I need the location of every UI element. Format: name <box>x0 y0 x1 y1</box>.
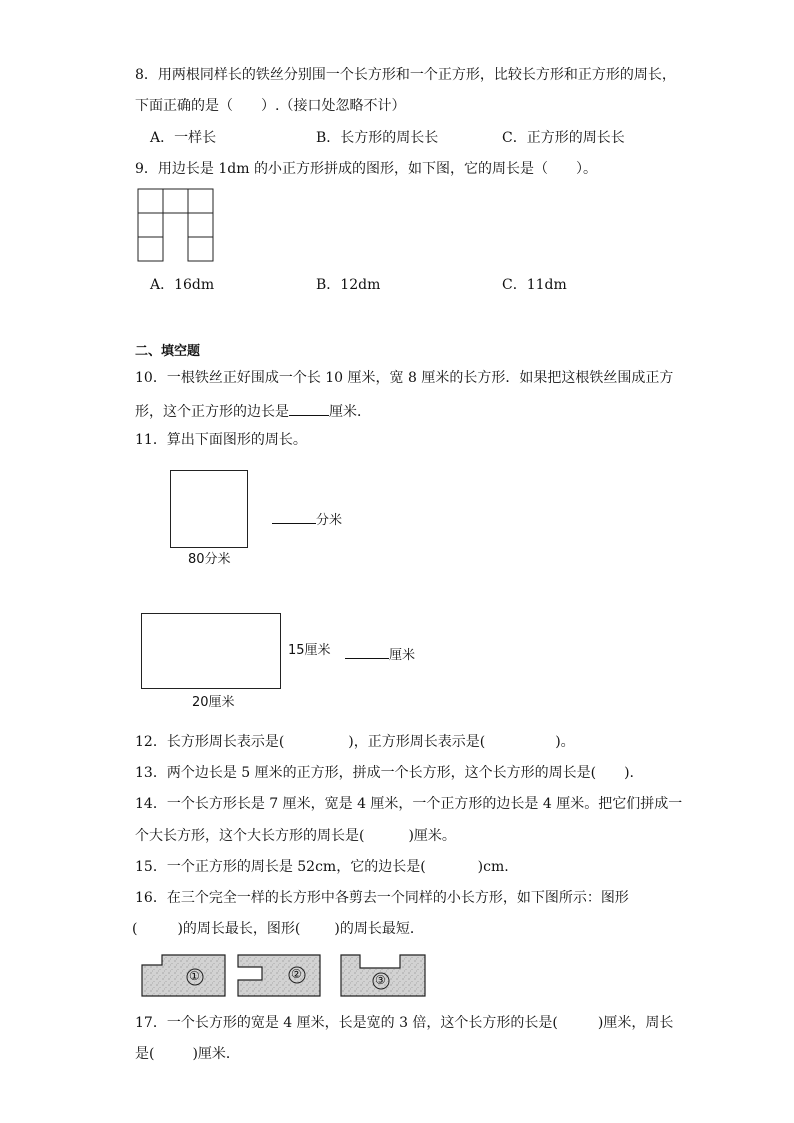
q14-text-b: )厘米。 <box>408 828 456 844</box>
q17-text-b: )厘米，周长 <box>597 1015 674 1031</box>
q17-line2 <box>135 1047 240 1061</box>
q9-stem: 9．用边长是 1dm 的小正方形拼成的图形，如下图，它的周长是（ ）。 <box>135 161 597 177</box>
q13-text-a: 13．两个边长是 5 厘米的正方形，拼成一个长方形，这个长方形的周长是( <box>135 765 597 781</box>
q8-option-c: C．正方形的周长长 <box>502 130 625 146</box>
q11-rect-unit: 厘米 <box>389 648 416 663</box>
q12-text-c: )。 <box>555 734 575 750</box>
q8-line1: 8．用两根同样长的铁丝分别围一个长方形和一个正方形，比较长方形和正方形的周长， <box>135 67 676 83</box>
q10-text-b: 厘米． <box>329 404 371 420</box>
q16-text-b: )的周长最长，图形( <box>177 921 301 937</box>
q11-rect-width-label: 20厘米 <box>192 695 235 710</box>
q10-text-a: 形，这个正方形的边长是 <box>135 404 289 420</box>
q16-figure-2-label: ② <box>291 967 302 981</box>
q16-figure-2 <box>238 955 320 996</box>
q17-line1 <box>135 1016 673 1030</box>
q17-text-a: 17．一个长方形的宽是 4 厘米，长是宽的 3 倍，这个长方形的长是( <box>135 1015 558 1031</box>
section-title: 二、填空题 <box>135 344 201 359</box>
q15-text-a: 15．一个正方形的周长是 52cm，它的边长是( <box>135 859 426 875</box>
q16-figure-1 <box>142 955 225 996</box>
q11-square-side-label: 80分米 <box>188 552 231 567</box>
q10-line1: 10．一根铁丝正好围成一个长 10 厘米，宽 8 厘米的长方形．如果把这根铁丝围成正方 <box>135 370 674 386</box>
q14-line1: 14．一个长方形长是 7 厘米，宽是 4 厘米，一个正方形的边长是 4 厘米。把它们拼成一 <box>135 796 683 812</box>
q11-stem: 11．算出下面图形的周长。 <box>135 432 307 448</box>
q9-option-c: C．11dm <box>502 277 567 293</box>
q15-text-b: )cm. <box>477 859 509 875</box>
q16-line1: 16．在三个完全一样的长方形中各剪去一个同样的小长方形，如下图所示：图形 <box>135 890 629 906</box>
q11-square-unit: 分米 <box>316 513 343 528</box>
q12-text-b: )，正方形周长表示是( <box>348 734 486 750</box>
q16-text-a: ( <box>132 921 138 937</box>
q17-text-c: 是( <box>135 1046 155 1062</box>
q16-figure-1-label: ① <box>189 969 200 983</box>
q16-figure-3-label: ③ <box>375 973 386 987</box>
q16-text-c: )的周长最短． <box>334 921 424 937</box>
q9-option-b: B．12dm <box>316 277 381 293</box>
q8-option-a: A．一样长 <box>150 130 217 146</box>
q13-text-b: ). <box>624 765 635 781</box>
q14-text-a: 个大长方形，这个大长方形的周长是( <box>135 828 365 844</box>
q11-rect-height-label: 15厘米 <box>288 643 331 658</box>
q12-text-a: 12．长方形周长表示是( <box>135 734 285 750</box>
q8-option-b: B．长方形的周长长 <box>316 130 439 146</box>
q8-line2: 下面正确的是（ ）.（接口处忽略不计） <box>135 98 406 114</box>
q9-option-a: A．16dm <box>150 277 215 293</box>
q17-text-d: )厘米． <box>192 1046 240 1062</box>
